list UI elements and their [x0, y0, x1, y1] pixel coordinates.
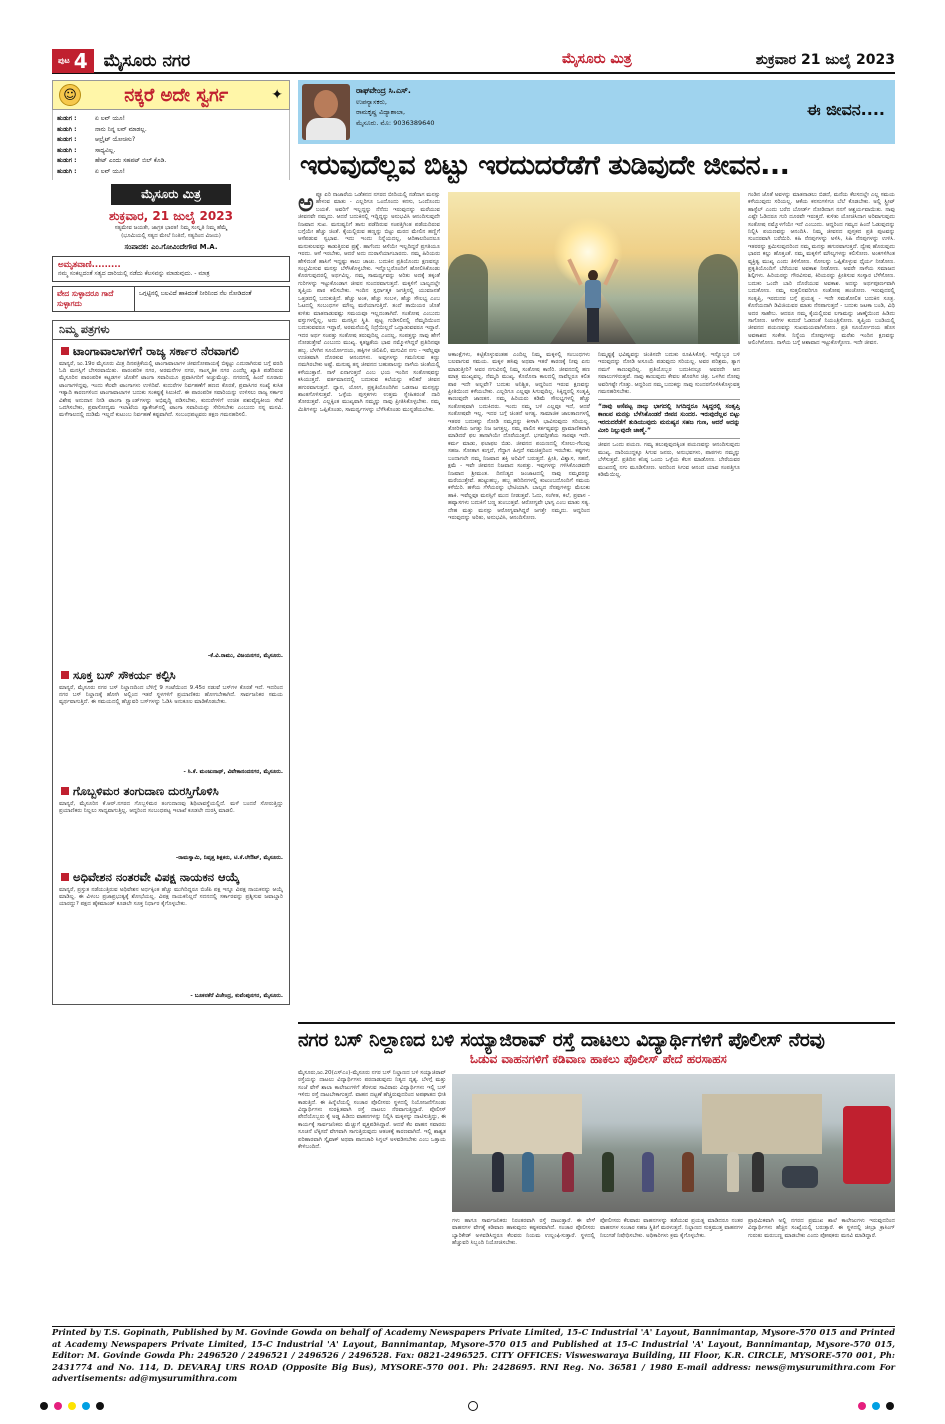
amrita-title: ಅಮೃತವಾಣಿ.........: [58, 259, 121, 270]
sunrise-photo: [448, 192, 740, 344]
dancing-figure-icon: ✦: [271, 87, 283, 103]
joke-line: ಹುಡುಗ : ಹೇಟ್ ಎಂದು ಸಹಪಟ್ ಬಿಲ್ ಕೊಡಿ.: [57, 157, 167, 165]
author-org: ರಾಮಕೃಷ್ಣ ವಿದ್ಯಾಶಾಲಾ,: [356, 108, 406, 116]
proverb-text: ಒಗ್ಗಟ್ಟಿನಲ್ಲಿ ಬಲವಿದೆ ಹಾಕಿದಂತೆ ನೀರಿನಿಂದ ನೆಲ ನೋಡಿದಂತೆ: [139, 289, 252, 297]
letter-signature: -ಕೆ.ವಿ.ರಾಮು, ವಿಜಯನಗರ, ಮೈಸೂರು.: [207, 652, 283, 659]
section-title: ಮೈಸೂರು ನಗರ: [103, 51, 191, 71]
author-info: [356, 86, 435, 128]
issue-date: ಶುಕ್ರವಾರ 21 ಜುಲೈ 2023: [755, 52, 895, 68]
letter-item: [53, 340, 289, 664]
nakkare-box: [52, 80, 290, 110]
page-number: 4: [73, 49, 88, 73]
feature-column-4: ಗಂಡಿನ ಜೊತೆ ಅವಳನ್ನು ಮಾತನಾಡಲು ಬಿಡದೆ, ಮನೆಯ ಕೆಲಸದಲ್ಲೇ ಎಲ್ಲ ಸಮಯ ಕಳೆಯುವುದು ಸರಿಯಲ್ಲ. ಆಕೆಯ ಕನಸುಗಳಿಗೂ ಬೆಲೆ ಕೊಡಬೇಕು. ಅಲ್ಲಿ ಸ್ಟ್ರೀಟ್ ಹಾಸ್ಟೆಲ್ ಎಂದು ಬರೆದ ಬೋರ್ಡ್ ನೋಡಿದಾಗ ನನಗೆ ಆಶ್ಚರ್ಯವಾಯಿತು. ನಾವು ಎಷ್ಟೇ ಓಡಿದರೂ ಗುರಿ ದೂರವೇ ಇರುತ್ತದೆ. ಕುಳಿತು ಯೋಚಿಸಿದಾಗ ಅರಿವಾಗುವುದು ಸಂತೋಷ ನಮ್ಮೊಳಗೆಯೇ ಇದೆ ಎಂಬುದು. ಆದ್ದರಿಂದ ಗಮ್ಯದ ಹಿಂದೆ ಓಡುವುದನ್ನು ನಿಲ್ಲಿಸಿ ಪಯಣವನ್ನು ಆನಂದಿಸಿ. ನಿಮ್ಮ ಜೀವನದ ಪುಸ್ತಕದ ಪ್ರತಿ ಪುಟವನ್ನು ಸುಂದರವಾಗಿ ಬರೆಯಿರಿ. ಕಹಿ ನೆನಪುಗಳನ್ನು ಅಳಿಸಿ, ಸಿಹಿ ನೆನಪುಗಳನ್ನು ಉಳಿಸಿ. ಇತರರನ್ನು ಕ್ಷಮಿಸುವುದರಿಂದ ನಮ್ಮ ಮನಸ್ಸು ಹಗುರವಾಗುತ್ತದೆ. ದ್ವೇಷ ಹೊರುವುದು ಭಾರದ ಕಲ್ಲು ಹೊತ್ತಂತೆ. ನಮ್ಮ ಮಕ್ಕಳಿಗೆ ಮೌಲ್ಯಗಳನ್ನು ಕಲಿಸೋಣ. ಅಂಕಗಳಿಗಿಂತ ವ್ಯಕ್ತಿತ್ವ ಮುಖ್ಯ ಎಂದು ತಿಳಿಸೋಣ. ಸೋಲನ್ನು ಒಪ್ಪಿಕೊಳ್ಳುವ ಧೈರ್ಯ ನೀಡೋಣ. ಪ್ರಕೃತಿಯೊಂದಿಗೆ ಬೆರೆಯುವ ಅವಕಾಶ ನೀಡೋಣ. ಅವರೇ ನಾಳೆಯ ಸಮಾಜದ ಶಿಲ್ಪಿಗಳು. ಹಿರಿಯರನ್ನು ಗೌರವಿಸುವ, ಕಿರಿಯರನ್ನು ಪ್ರೀತಿಸುವ ಸಂಸ್ಕಾರ ಬೆಳೆಸೋಣ. ಬದುಕು ಒಂದೇ ಬಾರಿ ದೊರೆಯುವ ಅವಕಾಶ. ಅದನ್ನು ಅರ್ಥಪೂರ್ಣವಾಗಿ ಬದುಕೋಣ. ನಮ್ಮ ಸುತ್ತಲಿನವರಿಗೂ ಸಂತೋಷ ಹಂಚೋಣ. ಇರುವುದರಲ್ಲಿ ಸಂತೃಪ್ತಿ, ಇರದುದರ ಬಗ್ಗೆ ಪ್ರಯತ್ನ - ಇದೇ ಸಮತೋಲಿತ ಬದುಕಿನ ಸೂತ್ರ. ಕೊನೆಯದಾಗಿ ಡಿವಿಜಿಯವರ ಮಾತು ನೆನಪಾಗುತ್ತದೆ - ಬದುಕು ಜಟಕಾ ಬಂಡಿ, ವಿಧಿ ಅದರ ಸಾಹೇಬ. ಆದರೂ ನಮ್ಮ ಕೈಯಲ್ಲಿರುವ ಲಗಾಮನ್ನು ಜಾಣ್ಮೆಯಿಂದ ಹಿಡಿದು ಸಾಗೋಣ. ಆಸೆಗಳ ಕುದುರೆ ಓಡದಂತೆ ನಿಯಂತ್ರಿಸೋಣ. ತೃಪ್ತಿಯ ಬಂಡಿಯಲ್ಲಿ ಜೀವನದ ಪಯಣವನ್ನು ಸುಖಮಯವಾಗಿಸೋಣ. ಪ್ರತಿ ಸೂರ್ಯೋದಯ ಹೊಸ ಅವಕಾಶದ ಸಂಕೇತ. ನಿನ್ನೆಯ ನೋವುಗಳನ್ನು ಮರೆತು ಇಂದಿನ ಕ್ಷಣವನ್ನು ಆಲಿಂಗಿಸೋಣ. ನಾಳೆಯ ಬಗ್ಗೆ ಆಶಾವಾದ ಇಟ್ಟುಕೊಳ್ಳೋಣ. ಇದೇ ಜೀವನ.: [748, 192, 895, 347]
feature-column-1: ಅಪ್ಯೂ ಏರಿ ನಾಜಾರೆಯ ಒಡೆತನದ ನಗರದ ಬೀದಿಯಲ್ಲಿ ನಡೆದಾಗ ಮನಸ್ಸು ಹೇಳುವ ಮಾತು - ಎಲ್ಲರಿಗೂ ಒಂದೊಂದು ಕನಸು, ಒಂದೊಂದು ಬಯಕೆ. ಅವರಿಗೆ ಇಲ್ಲದ್ದನ್ನು ನೆನೆದು ಇರುವುದನ್ನು ಮರೆಯುವ ಜೀವನವೇ ನಮ್ಮದು. ಆದರೆ ಬದುಕಿನಲ್ಲಿ ಇದ್ದಿದ್ದನ್ನು ಅನುಭವಿಸಿ ಆನಂದಿಸುವುದೇ ನಿಜವಾದ ಸುಖ. ಮನುಷ್ಯನಿಗೆ ತಾನು ಪಡೆದಿರುವ ಸಂಪತ್ತಿಗಿಂತ ಪಡೆಯದಿರುವ ಬಗ್ಗೆಯೇ ಹೆಚ್ಚು ಚಿಂತೆ. ಕೈಯಲ್ಲಿರುವ ಹಣ್ಣನ್ನು ಬಿಟ್ಟು ಮರದ ಮೇಲಿನ ಹಣ್ಣಿಗೆ ಆಸೆಪಡುವ ಸ್ವಭಾವ. ಇದು ಇಂದು ನಿನ್ನೆಯದಲ್ಲ, ಆದಿಕಾಲದಿಂದಲೂ ಮನುಕುಲವನ್ನು ಕಾಡುತ್ತಿರುವ ಪ್ರಶ್ನೆ. ಹಾಗೆಂದು ಆಸೆಯೇ ಇಲ್ಲದಿದ್ದರೆ ಪ್ರಗತಿಯೂ ಇರದು. ಆಸೆ ಇರಬೇಕು, ಆದರೆ ಅದು ದುರಾಸೆಯಾಗಬಾರದು. ನಮ್ಮ ಹಿರಿಯರು ಹೇಳಿದಂತೆ ಹಾಸಿಗೆ ಇದ್ದಷ್ಟು ಕಾಲು ಚಾಚು. ಬದುಕಿನ ಪ್ರತಿಯೊಂದು ಕ್ಷಣವನ್ನೂ ಸಂಭ್ರಮಿಸುವ ಮನಸ್ಸು ಬೆಳೆಸಿಕೊಳ್ಳಬೇಕು. ಇನ್ನೊಬ್ಬರೊಂದಿಗೆ ಹೋಲಿಸಿಕೊಂಡು ಕೊರಗುವುದರಲ್ಲಿ ಅರ್ಥವಿಲ್ಲ. ನಮ್ಮ ಸಾಮರ್ಥ್ಯವನ್ನು ಅರಿತು ಅದಕ್ಕೆ ತಕ್ಕಂತೆ ಗುರಿಗಳನ್ನು ಇಟ್ಟುಕೊಂಡಾಗ ಜೀವನ ಸುಂದರವಾಗುತ್ತದೆ. ಮಕ್ಕಳಿಗೆ ಬಾಲ್ಯದಲ್ಲೇ ತೃಪ್ತಿಯ ಪಾಠ ಕಲಿಸಬೇಕು. ಇಂದಿನ ಸ್ಪರ್ಧಾತ್ಮಕ ಜಗತ್ತಿನಲ್ಲಿ ಯುವಜನತೆ ಒತ್ತಡದಲ್ಲಿ ಬದುಕುತ್ತಿದೆ. ಹೆಚ್ಚು ಅಂಕ, ಹೆಚ್ಚು ಸಂಬಳ, ಹೆಚ್ಚು ಸೌಲಭ್ಯ ಎಂಬ ಓಟದಲ್ಲಿ ಸಂಬಂಧಗಳ ಮೌಲ್ಯ ಮರೆಯಾಗುತ್ತಿದೆ. ತಂದೆ ತಾಯಿಯರ ಜೊತೆ ಕುಳಿತು ಮಾತನಾಡುವಷ್ಟು ಸಮಯವೂ ಇಲ್ಲದಂತಾಗಿದೆ. ಸಂತೋಷ ಎಂಬುದು ವಸ್ತುಗಳಲ್ಲಿಲ್ಲ, ಅದು ಮನಸ್ಸಿನ ಸ್ಥಿತಿ. ಪುಟ್ಟ ಗುಡಿಸಲಿನಲ್ಲಿ ನೆಮ್ಮದಿಯಿಂದ ಬದುಕುವವರೂ ಇದ್ದಾರೆ, ಅರಮನೆಯಲ್ಲಿ ನಿದ್ರೆಯಿಲ್ಲದೆ ಒದ್ದಾಡುವವರೂ ಇದ್ದಾರೆ. ಇದರ ಅರ್ಥ ಸಂಪತ್ತು ಸಂತೋಷ ತರುವುದಿಲ್ಲ ಎಂದಲ್ಲ, ಸಂಪತ್ತನ್ನು ನಾವು ಹೇಗೆ ನೋಡುತ್ತೇವೆ ಎಂಬುದು ಮುಖ್ಯ. ಕೃತಜ್ಞತೆಯ ಭಾವ ನಮ್ಮೊಳಗಿದ್ದರೆ ಪ್ರತಿದಿನವೂ ಹಬ್ಬ. ಬೆಳಗಿನ ಸೂರ್ಯೋದಯ, ಹಕ್ಕಿಗಳ ಚಿಲಿಪಿಲಿ, ಮಗುವಿನ ನಗು - ಇವೆಲ್ಲವೂ ಉಚಿತವಾಗಿ ದೊರಕುವ ಆನಂದಗಳು. ಅವುಗಳನ್ನು ಗಮನಿಸುವ ಕಣ್ಣು ನಮಗಿರಬೇಕು ಅಷ್ಟೆ. ಮನುಷ್ಯ ತನ್ನ ಜೀವನದ ಬಹುಪಾಲನ್ನು ನಾಳೆಯ ಚಿಂತೆಯಲ್ಲಿ ಕಳೆಯುತ್ತಾನೆ. ನಾಳೆ ಏನಾಗುತ್ತದೆ ಎಂಬ ಭಯ ಇಂದಿನ ಸಂತೋಷವನ್ನು ಕಸಿಯುತ್ತದೆ. ವರ್ತಮಾನದಲ್ಲಿ ಬದುಕುವ ಕಲೆಯನ್ನು ಕಲಿತರೆ ಜೀವನ ಹಗುರವಾಗುತ್ತದೆ. ಧ್ಯಾನ, ಯೋಗ, ಪ್ರಕೃತಿಯೊಂದಿಗಿನ ಒಡನಾಟ ಮನಸ್ಸನ್ನು ಶಾಂತಗೊಳಿಸುತ್ತವೆ. ಒಳ್ಳೆಯ ಪುಸ್ತಕಗಳು ಉತ್ತಮ ಸ್ನೇಹಿತರಂತೆ ದಾರಿ ತೋರುತ್ತವೆ. ಎಲ್ಲಕ್ಕಿಂತ ಮುಖ್ಯವಾಗಿ ನಮ್ಮನ್ನು ನಾವು ಪ್ರೀತಿಸಿಕೊಳ್ಳಬೇಕು. ನಮ್ಮ ಮಿತಿಗಳನ್ನು ಒಪ್ಪಿಕೊಂಡು, ಸಾಮರ್ಥ್ಯಗಳನ್ನು ಬೆಳೆಸಿಕೊಂಡು ಮುನ್ನಡೆಯಬೇಕು.: [298, 192, 440, 413]
author-photo: [302, 84, 350, 140]
news-column-1: ಮೈಸೂರು,ಜು.20(ಎಸ್‌ಎಂ)-ಮೈಸೂರು ನಗರ ಬಸ್ ನಿಲ್ದಾಣದ ಬಳಿ ಸಯ್ಯಾಜಿರಾವ್ ರಸ್ತೆಯನ್ನು ದಾಟಲು ವಿದ್ಯಾರ್ಥಿಗಳು ಪರದಾಡುವುದು ನಿತ್ಯದ ದೃಶ್ಯ. ಬೆಳಗ್ಗೆ ಮತ್ತು ಸಂಜೆ ವೇಳೆ ಶಾಲಾ ಕಾಲೇಜುಗಳಿಗೆ ತೆರಳುವ ಸಾವಿರಾರು ವಿದ್ಯಾರ್ಥಿಗಳು ಇಲ್ಲಿ ಬಸ್ ಇಳಿದು ರಸ್ತೆ ದಾಟಬೇಕಾಗುತ್ತದೆ. ವಾಹನ ದಟ್ಟಣೆ ಹೆಚ್ಚಿರುವುದರಿಂದ ಅಪಘಾತದ ಭೀತಿ ಕಾಡುತ್ತಿದೆ. ಈ ಹಿನ್ನೆಲೆಯಲ್ಲಿ ಸಂಚಾರ ಪೊಲೀಸರು ಸ್ಥಳದಲ್ಲಿ ನಿಯೋಜನೆಗೊಂಡು ವಿದ್ಯಾರ್ಥಿಗಳು ಸುರಕ್ಷಿತವಾಗಿ ರಸ್ತೆ ದಾಟಲು ನೆರವಾಗುತ್ತಿದ್ದಾರೆ. ಪೊಲೀಸ್ ಪೇದೆಯೊಬ್ಬರು ಕೈ ಅಡ್ಡ ಹಿಡಿದು ವಾಹನಗಳನ್ನು ನಿಲ್ಲಿಸಿ ಮಕ್ಕಳನ್ನು ದಾಟಿಸುತ್ತಿದ್ದು, ಈ ಕಾರ್ಯಕ್ಕೆ ಸಾರ್ವಜನಿಕರು ಮೆಚ್ಚುಗೆ ವ್ಯಕ್ತಪಡಿಸಿದ್ದಾರೆ. ಆದರೆ ಕೆಲ ವಾಹನ ಸವಾರರು ಸೂಚನೆ ಲೆಕ್ಕಿಸದೆ ವೇಗವಾಗಿ ಸಾಗುತ್ತಿರುವುದು ಆತಂಕಕ್ಕೆ ಕಾರಣವಾಗಿದೆ. ಇಲ್ಲಿ ಶಾಶ್ವತ ಪರಿಹಾರವಾಗಿ ಸ್ಕೈವಾಕ್ ಅಥವಾ ಪಾದಚಾರಿ ಸಿಗ್ನಲ್ ಅಳವಡಿಸಬೇಕು ಎಂಬ ಒತ್ತಾಯ ಕೇಳಿಬಂದಿದೆ.: [298, 1070, 446, 1151]
joke-line: ಹುಡುಗ : ಆಲ್ರೈಟ್ ಯೋಚಿಸು?: [57, 136, 136, 144]
nakkare-title: ನಕ್ಕರೆ ಅದೇ ಸ್ವರ್ಗ: [124, 84, 229, 106]
news-column-4: ಪ್ರಾಥಮಿಕವಾಗಿ ಅಲ್ಲಿ ನಗರದ ಪ್ರಮುಖ ಶಾಲೆ ಕಾಲೇಜುಗಳು ಇರುವುದರಿಂದ ವಿದ್ಯಾರ್ಥಿಗಳು ಹೆಚ್ಚಿನ ಸಂಖ್ಯೆಯಲ್ಲಿ ಬರುತ್ತಾರೆ. ಈ ಸ್ಥಳದಲ್ಲಿ ಜೀಬ್ರಾ ಕ್ರಾಸಿಂಗ್ ಗುರುತು ಮರುಬಣ್ಣ ಮಾಡಬೇಕು ಎಂದು ಪೋಷಕರು ಮನವಿ ಮಾಡಿದ್ದಾರೆ.: [748, 1218, 895, 1239]
bullet-square-icon: [61, 873, 69, 881]
page-number-box: [52, 49, 94, 73]
letters-section: [52, 320, 290, 1005]
joke-line: ಹುಡುಗ : ಏ ಲವ್ ಯೂ!: [57, 115, 126, 122]
brand-logo: ಮೈಸೂರು ಮಿತ್ರ: [562, 51, 632, 67]
registration-dots: [40, 1402, 104, 1410]
feature-body: [298, 192, 895, 1037]
letter-body: ಮಾನ್ಯರೆ, ಪ್ರಸ್ತುತ ನಡೆಯುತ್ತಿರುವ ಅಧಿವೇಶನ ಅರ್ಧಕ್ಕಿಂತ ಹೆಚ್ಚು ಮುಗಿದಿದ್ದರೂ ಬಿಜೆಪಿ ಪಕ್ಷ ಇನ್ನೂ ವಿಪಕ್ಷ ನಾಯಕನನ್ನು ಆಯ್ಕೆ ಮಾಡಿಲ್ಲ. ಈ ವಿಳಂಬ ಪ್ರಜಾಪ್ರಭುತ್ವಕ್ಕೆ ಶೋಭೆಯಲ್ಲ. ವಿಪಕ್ಷ ನಾಯಕನಿಲ್ಲದೆ ಸದನದಲ್ಲಿ ಸರ್ಕಾರವನ್ನು ಪ್ರಶ್ನಿಸುವ ಜವಾಬ್ದಾರಿ ಯಾರದ್ದು? ಪಕ್ಷದ ಹೈಕಮಾಂಡ್ ಕೂಡಲೇ ಸೂಕ್ತ ನಿರ್ಧಾರ ಕೈಗೊಳ್ಳಬೇಕು.: [59, 886, 283, 908]
letter-signature: -ರಾಮಸ್ವಾಮಿ, ನಿವೃತ್ತ ಶಿಕ್ಷಕರು, ಟಿ.ಕೆ.ಲೇಔಟ್, ಮೈಸೂರು.: [175, 854, 283, 861]
letter-title: ಗೊಬ್ಬಳಿಮರ ತಂಗುದಾಣ ದುರಸ್ತಿಗೊಳಿಸಿ: [53, 780, 289, 801]
letter-signature: - ಬೂಕನಕೆರೆ ವಿಜೇಂದ್ರ, ಕುವೆಂಪುನಗರ, ಮೈಸೂರು.: [190, 992, 283, 999]
bullet-square-icon: [61, 671, 69, 679]
woman-raising-arms: [579, 270, 607, 342]
imprint-footer: Printed by T.S. Gopinath, Published by M. Govinde Gowda on behalf of Academy Newspapers Private Limited, 15-C Industrial 'A' Layout, Bannimantap, Mysore-570 015 and Printed at Academy Newspapers Private Limited, 15-C Industrial 'A' Layout, Bannimantap, Mysore-570 015 and Published at 15-C Industrial 'A' Layout, Bannimantap, Mysore-570 015, Editor: M. Govinde Gowda Ph: 2496520 / 2496521 / 2496526 / 2496528. Fax: 0821-2496525. CITY OFFICES: Visweswaraya Building, III Floor, K.R. CIRCLE, MYSORE-570 001, Ph: 2431774 and No. 114, D. DEVARAJ URS ROAD (Opposite Big Bus), MYSORE-570 001. Ph: 2428695. RNI Reg. No. 36581 / 1980 E-mail address: news@mysurumithra.com For advertisements: ad@mysurumithra.com: [52, 1327, 895, 1383]
letter-body: ಮಾನ್ಯರೆ, ಜು.19ರ ಮೈಸೂರು ಮಿತ್ರ ದಿನಪತ್ರಿಕೆಯಲ್ಲಿ ಟಾಂಗಾವಾಲಾಗಳ ಜೀವನೋಪಾಯಕ್ಕೆ ಬಿಕ್ಕಟ್ಟು ಎದುರಾಗಿರುವ ಬಗ್ಗೆ ವರದಿ ಓದಿ ಮನಸ್ಸಿಗೆ ಬೇಸರವಾಯಿತು. ಪಾರಂಪರಿಕ ನಗರ, ಅರಮನೆಗಳ ನಗರ, ಸಾಂಸ್ಕೃತಿಕ ನಗರ ಎಂದೆಲ್ಲ ಖ್ಯಾತಿ ಪಡೆದಿರುವ ಮೈಸೂರಿನ ಪಾರಂಪರಿಕ ಕಟ್ಟಡಗಳ ಜೊತೆಗೆ ಟಾಂಗಾ ಸವಾರಿಯೂ ಪ್ರವಾಸಿಗರಿಗೆ ಅಚ್ಚುಮೆಚ್ಚು. ನಗರದಲ್ಲಿ ಹಿಂದೆ ನೂರಾರು ಟಾಂಗಾಗಳಿದ್ದವು, ಇಂದು ಕೆಲವೇ ಟಾಂಗಾಗಳು ಉಳಿದಿವೆ. ಕುದುರೆಗಳ ನಿರ್ವಹಣೆಗೆ ಹಣದ ಕೊರತೆ, ಪ್ರವಾಸಿಗರ ಸಂಖ್ಯೆ ಕುಸಿತ ಇತ್ಯಾದಿ ಕಾರಣಗಳಿಂದ ಟಾಂಗಾವಾಲಾಗಳ ಬದುಕು ಸಂಕಷ್ಟಕ್ಕೆ ಸಿಲುಕಿದೆ. ಈ ಪಾರಂಪರಿಕ ಸವಾರಿಯನ್ನು ಉಳಿಸಲು ರಾಜ್ಯ ಸರ್ಕಾರ ವಿಶೇಷ ಅನುದಾನ ನೀಡಿ ಟಾಂಗಾ ಸ್ಟ್ಯಾಂಡ್‌ಗಳನ್ನು ಅಭಿವೃದ್ಧಿ ಪಡಿಸಬೇಕು, ಕುದುರೆಗಳಿಗೆ ಉಚಿತ ಪಶುವೈದ್ಯಕೀಯ ಸೇವೆ ಒದಗಿಸಬೇಕು, ಪ್ರವಾಸೋದ್ಯಮ ಇಲಾಖೆಯ ಪ್ಯಾಕೇಜ್‌ನಲ್ಲಿ ಟಾಂಗಾ ಸವಾರಿಯನ್ನು ಸೇರಿಸಬೇಕು ಎಂಬುದು ನನ್ನ ಮನವಿ. ಮಳೆಗಾಲದಲ್ಲಿ ದುಡಿಮೆ ಇಲ್ಲದೆ ಕುಟುಂಬ ನಿರ್ವಹಣೆ ಕಷ್ಟವಾಗಿದೆ. ಸಂಬಂಧಪಟ್ಟವರು ತಕ್ಷಣ ಗಮನಹರಿಸಲಿ.: [59, 360, 283, 419]
masthead: [52, 50, 895, 74]
page-label: ಪುಟ: [58, 56, 70, 65]
author-name: ರಾಘವೇಂದ್ರ ಸಿ.ಎಸ್.: [356, 86, 411, 95]
letter-body: ಮಾನ್ಯರೆ, ಮೈಸೂರಿನ ಕೆ.ಆರ್.ನಗರದ ಗೊಬ್ಬಳಿಮರ ತಂಗುದಾಣವು ಶಿಥಿಲಾವಸ್ಥೆಯಲ್ಲಿದೆ. ಮಳೆ ಬಂದರೆ ಸೋರುತ್ತಿದ್ದು ಪ್ರಯಾಣಿಕರು ನಿಲ್ಲಲು ಸಾಧ್ಯವಾಗುತ್ತಿಲ್ಲ. ಆದ್ದರಿಂದ ಸಂಬಂಧಪಟ್ಟ ಇಲಾಖೆ ಕೂಡಲೇ ದುರಸ್ತಿ ಮಾಡಲಿ.: [59, 800, 283, 814]
mini-date: ಶುಕ್ರವಾರ, 21 ಜುಲೈ 2023: [109, 208, 233, 223]
news-headline: ನಗರ ಬಸ್ ನಿಲ್ದಾಣದ ಬಳಿ ಸಯ್ಯಾಜಿರಾವ್ ರಸ್ತೆ ದಾಟಲು ವಿದ್ಯಾರ್ಥಿಗಳಿಗೆ ಪೊಲೀಸ್ ನೆರವು: [298, 1022, 895, 1053]
amrita-text: ನಮ್ಮ ಸಂಕಲ್ಪದಂತೆ ಸತ್ಯದ ದಾರಿಯಲ್ಲಿ ನಡೆದು ಕೆಲಸವನ್ನು ಮಾಡುವುದು. - ಮಾತ್ರ: [58, 269, 210, 277]
feature-column-2: ಆಕಾಂಕ್ಷೆಗಳು, ಕಟ್ಟಿಕೊಳ್ಳುವಂತಹ ಎಂದಿಲ್ಲ ನಿಮ್ಮ ಮಕ್ಕಳಲ್ಲಿ ಸಂಬಂಧಗಳು ಬಲವಾಗುವ ಸಮಯ. ಮಕ್ಕಳ ಹಸಿವು ಅಥವಾ ಇತರೆ ಕಾರಣಕ್ಕೆ ನೀವು ಏನು ಮಾಡುತ್ತೀರಿ? ಅವರ ನಗುವಿನಲ್ಲಿ ನಿಮ್ಮ ಸಂತೋಷ ಕಾಣಿರಿ. ಜೀವನದಲ್ಲಿ ಹಣ ಮಾತ್ರ ಮುಖ್ಯವಲ್ಲ, ನೆಮ್ಮದಿ ಮುಖ್ಯ. ಕೊರೊನಾ ಕಾಲದಲ್ಲಿ ನಾವೆಲ್ಲರೂ ಕಲಿತ ಪಾಠ ಇದೇ ಅಲ್ಲವೇ? ಬದುಕು ಅನಿಶ್ಚಿತ, ಆದ್ದರಿಂದ ಇರುವ ಕ್ಷಣವನ್ನು ಪ್ರೀತಿಯಿಂದ ಕಳೆಯಬೇಕು. ಎಲ್ಲರಿಗೂ ಎಲ್ಲವೂ ಸಿಗುವುದಿಲ್ಲ. ಸಿಕ್ಕಿದ್ದರಲ್ಲಿ ಸಂತೃಪ್ತಿ ಕಾಣುವುದೇ ಜಾಣತನ. ನಮ್ಮ ಹಿರಿಯರು ಕಡಿಮೆ ಸೌಲಭ್ಯಗಳಲ್ಲಿ ಹೆಚ್ಚು ಸಂತೋಷವಾಗಿ ಬದುಕಿದರು. ಇಂದು ನಮ್ಮ ಬಳಿ ಎಲ್ಲವೂ ಇದೆ, ಆದರೆ ಸಂತೋಷವೇ ಇಲ್ಲ. ಇದರ ಬಗ್ಗೆ ಚಿಂತನೆ ಅಗತ್ಯ. ಸಾಮಾಜಿಕ ಜಾಲತಾಣಗಳಲ್ಲಿ ಇತರರ ಬದುಕನ್ನು ನೋಡಿ ನಮ್ಮದನ್ನು ಕೀಳಾಗಿ ಭಾವಿಸುವುದು ಸರಿಯಲ್ಲ. ತೋರಿಕೆಯ ಜಗತ್ತು ನಿಜ ಜಗತ್ತಲ್ಲ. ನಮ್ಮ ಪಾಲಿನ ಕರ್ತವ್ಯವನ್ನು ಪ್ರಾಮಾಣಿಕವಾಗಿ ಮಾಡಿದರೆ ಫಲ ತಾನಾಗಿಯೇ ದೊರೆಯುತ್ತದೆ. ಭಗವದ್ಗೀತೆಯ ಸಾರವೂ ಇದೇ. ಕರ್ಮ ಮಾಡು, ಫಲಾಫಲ ಬಿಡು. ಜೀವನದ ಪಯಣದಲ್ಲಿ ಸೋಲು-ಗೆಲುವು ಸಹಜ. ಸೋತಾಗ ಕುಗ್ಗದೆ, ಗೆದ್ದಾಗ ಹಿಗ್ಗದೆ ಸಮಚಿತ್ತದಿಂದ ಇರಬೇಕು. ಕಷ್ಟಗಳು ಬಂದಾಗಲೇ ನಮ್ಮ ನಿಜವಾದ ಶಕ್ತಿ ಅರಿವಿಗೆ ಬರುತ್ತದೆ. ಪ್ರೀತಿ, ವಿಶ್ವಾಸ, ಸಹನೆ, ಕ್ಷಮೆ - ಇವೇ ಜೀವನದ ನಿಜವಾದ ಸಂಪತ್ತು. ಇವುಗಳನ್ನು ಗಳಿಸಿಕೊಂಡವನೇ ನಿಜವಾದ ಶ್ರೀಮಂತ. ದಿನನಿತ್ಯದ ಜಂಜಾಟದಲ್ಲಿ ನಾವು ನಮ್ಮವರನ್ನು ಮರೆಯುತ್ತೇವೆ. ಹುಟ್ಟುಹಬ್ಬ, ಹಬ್ಬ ಹರಿದಿನಗಳಲ್ಲಿ ಕುಟುಂಬದೊಂದಿಗೆ ಸಮಯ ಕಳೆಯಿರಿ. ಹಳೆಯ ಗೆಳೆಯರನ್ನು ಭೇಟಿಯಾಗಿ. ಬಾಲ್ಯದ ನೆನಪುಗಳನ್ನು ಮೆಲುಕು ಹಾಕಿ. ಇವೆಲ್ಲವೂ ಮನಸ್ಸಿಗೆ ಮುದ ನೀಡುತ್ತವೆ. ಓದು, ಸಂಗೀತ, ಕಲೆ, ಪ್ರವಾಸ - ಹವ್ಯಾಸಗಳು ಬದುಕಿಗೆ ಬಣ್ಣ ತುಂಬುತ್ತವೆ. ಆರೋಗ್ಯವೇ ಭಾಗ್ಯ ಎಂಬ ಮಾತು ಸತ್ಯ. ದೇಹ ಮತ್ತು ಮನಸ್ಸು ಆರೋಗ್ಯವಾಗಿದ್ದರೆ ಜಗತ್ತೇ ನಮ್ಮದು. ಆದ್ದರಿಂದ ಇರುವುದನ್ನು ಅರಿತು, ಅನುಭವಿಸಿ, ಆನಂದಿಸೋಣ.: [448, 352, 590, 521]
pull-quote: “ನಾವು ಆಸೆಪಟ್ಟ ನಾಲ್ಕು ಭಾಗದಲ್ಲಿ ಸಿಗದಿದ್ದರೂ ಸಿಕ್ಕಿದ್ದರಲ್ಲಿ ಸಂತೃಪ್ತಿ ಕಾಣುವ ಮನಸ್ಸು ಬೆಳೆಸಿಕೊಂಡರೆ ಜೀವನ ಸುಂದರ. ಇರುವುದೆಲ್ಲವ ಬಿಟ್ಟು ಇರದುದರೆಡೆಗೆ ತುಡಿಯುವುದು ಮನುಷ್ಯನ ಸಹಜ ಗುಣ, ಆದರೆ ಅದನ್ನು ಮೀರಿ ನಿಲ್ಲುವುದೇ ಜಾಣ್ಮೆ.”: [598, 399, 740, 439]
letter-item: [53, 664, 289, 780]
joke-line: ಹುಡುಗಿ : ಸಾಧ್ಯವಿಲ್ಲ.: [57, 146, 116, 154]
motto-line: ಸತ್ಯಮೇವ ಜಯತೇ, ಜಾಗ್ರತ ಭಾರತ! ನಿಮ್ಮ ಸಂಸ್ಕೃತಿ ನಿಮ್ಮ ಹೆಮ್ಮೆ: [114, 224, 228, 231]
feature-headline: ಇರುವುದೆಲ್ಲವ ಬಿಟ್ಟು ಇರದುದರೆಡೆಗೆ ತುಡಿವುದೇ ಜೀವನ...: [300, 150, 790, 181]
series-title: ಈ ಜೀವನ....: [806, 100, 885, 119]
letter-item: [53, 866, 289, 1004]
amrita-box: [52, 256, 290, 282]
bullet-square-icon: [61, 787, 69, 795]
author-contact: ಮೈಸೂರು. ಮೊ: 9036389640: [356, 118, 435, 127]
drop-cap: ಅ: [298, 192, 314, 217]
editor-credit: ಸಂಪಾದಕ: ಎಂ.ಗೋವಿಂದೇಗೌಡ M.A.: [124, 242, 218, 251]
mini-brand-logo: ಮೈಸೂರು ಮಿತ್ರ: [111, 184, 231, 205]
joke-line: ಹುಡುಗಿ : ನಾನು ನಿನ್ನ ಲವ್ ಮಾಡಲ್ಲ.: [57, 125, 147, 133]
news-column-2: ಗಳು ಹಾಗೂ ಸಾರ್ವಜನಿಕರು ನಿರಂತರವಾಗಿ ರಸ್ತೆ ದಾಟುತ್ತಾರೆ. ಈ ವೇಳೆ ವಾಹನಗಳ ವೇಗಕ್ಕೆ ಕಡಿವಾಣ ಹಾಕುವುದು ಕಷ್ಟಕರವಾಗಿದೆ. ಸಂಚಾರ ಪೊಲೀಸರು ಬ್ಯಾರಿಕೇಡ್ ಅಳವಡಿಸಿದ್ದರೂ ಕೆಲವರು ನಿಯಮ ಉಲ್ಲಂಘಿಸುತ್ತಾರೆ. ಸ್ಥಳದಲ್ಲಿ ಹೆಚ್ಚುವರಿ ಸಿಬ್ಬಂದಿ ನಿಯೋಜಿಸಬೇಕು.: [452, 1218, 595, 1247]
letter-item: [53, 780, 289, 866]
news-subheadline: ಓಡುವ ವಾಹನಗಳಿಗೆ ಕಡಿವಾಣ ಹಾಕಲು ಪೊಲೀಸ್ ಪೇದೆ ಹರಸಾಹಸ: [470, 1052, 727, 1066]
laughing-emoji-icon: ☺: [59, 84, 81, 106]
bullet-square-icon: [61, 347, 69, 355]
joke-list: [52, 110, 290, 180]
registration-mark-icon: [468, 1401, 478, 1411]
letter-signature: - ಸಿ.ಕೆ. ಮಂಜುನಾಥ್, ವಿವೇಕಾನಂದನಗರ, ಮೈಸೂರು.: [183, 768, 283, 775]
author-role: ಉಪನ್ಯಾಸಕರು,: [356, 97, 387, 106]
author-band: [298, 80, 895, 144]
letter-title: ಅಧಿವೇಶನ ನಂತರವೇ ವಿಪಕ್ಷ ನಾಯಕನ ಆಯ್ಕೆ: [53, 866, 289, 887]
letter-title: ಸೂಕ್ತ ಬಸ್ ಸೌಕರ್ಯ ಕಲ್ಪಿಸಿ: [53, 664, 289, 685]
street-crossing-photo: [452, 1074, 895, 1212]
left-column: [52, 80, 290, 1005]
news-column-3: ಪೋಲೀಸರು ಕೆಲವಾರು ವಾಹನಗಳನ್ನು ತಡೆಯುವ ಪ್ರಯತ್ನ ಮಾಡಿದರೂ ನಂತರ ವಾಹನಗಳ ಸಂಚಾರ ಸಹಜ ಸ್ಥಿತಿಗೆ ಮರಳುತ್ತದೆ. ನಿಲ್ದಾಣದ ಸುತ್ತಮುತ್ತ ವಾಹನಗಳ ನಿಲುಗಡೆ ನಿಷೇಧಿಸಬೇಕು. ಅಧಿಕಾರಿಗಳು ಕ್ರಮ ಕೈಗೊಳ್ಳಬೇಕು.: [600, 1218, 743, 1239]
letters-heading: ನಿಮ್ಮ ಪತ್ರಗಳು: [53, 321, 289, 340]
red-bus: [843, 1106, 891, 1184]
letter-body: ಮಾನ್ಯರೆ, ಮೈಸೂರು ನಗರ ಬಸ್ ನಿಲ್ದಾಣದಿಂದ ಬೆಳಿಗ್ಗೆ 9 ಗಂಟೆಯಿಂದ 9.45ರ ನಡುವೆ ಬಸ್‌ಗಳ ಕೊರತೆ ಇದೆ. ಇದರಿಂದ ನಗರ ಬಸ್ ನಿಲ್ದಾಣಕ್ಕೆ ಹೋಗಿ ಅಲ್ಲಿಂದ ಇತರೆ ಸ್ಥಳಗಳಿಗೆ ಪ್ರಯಾಣಿಕರು ಹೋಗಬೇಕಾಗಿದೆ. ಸಾರ್ವಜನಿಕರ ಸಮಯ ವ್ಯರ್ಥವಾಗುತ್ತಿದೆ. ಈ ಸಮಯದಲ್ಲಿ ಹೆಚ್ಚುವರಿ ಬಸ್‌ಗಳನ್ನು ಓಡಿಸಿ ಅನುಕೂಲ ಮಾಡಿಕೊಡಬೇಕು.: [59, 684, 283, 706]
proverb-box: [52, 286, 290, 312]
joke-line: ಹುಡುಗಿ : ಏ ಲವ್ ಯೂ!: [57, 167, 126, 175]
feature-column-3: ನಿಮ್ಮಷ್ಟಕ್ಕೆ ಭವಿಷ್ಯವನ್ನು ಚಿಂತಿಸದೇ ಬದುಕು ರೂಪಿಸಿಕೊಳ್ಳಿ. ಇನ್ನೊಬ್ಬರ ಬಳಿ ಇರುವುದನ್ನು ನೋಡಿ ಅಸೂಯೆ ಪಡುವುದು ಸರಿಯಲ್ಲ. ಅವರ ಪರಿಶ್ರಮ, ತ್ಯಾಗ ನಮಗೆ ಕಾಣುವುದಿಲ್ಲ. ಪ್ರತಿಯೊಬ್ಬರ ಬದುಕಿನಲ್ಲೂ ಅವರದೇ ಆದ ಸವಾಲುಗಳಿರುತ್ತವೆ. ನಾವು ಕಾಣುವುದು ಕೇವಲ ಹೊರಗಿನ ಚಿತ್ರ. ಒಳಗಿನ ನೋವು ಅವರಿಗಷ್ಟೇ ಗೊತ್ತು. ಆದ್ದರಿಂದ ನಮ್ಮ ಬದುಕನ್ನು ನಾವು ಸುಂದರಗೊಳಿಸಿಕೊಳ್ಳುವತ್ತ ಗಮನಹರಿಸಬೇಕು. “ನಾವು ಆಸೆಪಟ್ಟ ನಾಲ್ಕು ಭಾಗದಲ್ಲಿ ಸಿಗದಿದ್ದರೂ ಸಿಕ್ಕಿದ್ದರಲ್ಲಿ ಸಂತೃಪ್ತಿ ಕಾಣುವ ಮನಸ್ಸು ಬೆಳೆಸಿಕೊಂಡರೆ ಜೀವನ ಸುಂದರ. ಇರುವುದೆಲ್ಲವ ಬಿಟ್ಟು ಇರದುದರೆಡೆಗೆ ತುಡಿಯುವುದು ಮನುಷ್ಯನ ಸಹಜ ಗುಣ, ಆದರೆ ಅದನ್ನು ಮೀರಿ ನಿಲ್ಲುವುದೇ ಜಾಣ್ಮೆ.” ಜೀವನ ಒಂದು ಪಯಣ. ಗಮ್ಯ ತಲುಪುವುದಕ್ಕಿಂತ ಪಯಣವನ್ನು ಆನಂದಿಸುವುದು ಮುಖ್ಯ. ದಾರಿಯುದ್ದಕ್ಕೂ ಸಿಗುವ ಜನರು, ಅನುಭವಗಳು, ಪಾಠಗಳು ನಮ್ಮನ್ನು ಬೆಳೆಸುತ್ತವೆ. ಪ್ರತಿದಿನ ಕನಿಷ್ಠ ಒಂದು ಒಳ್ಳೆಯ ಕೆಲಸ ಮಾಡೋಣ. ಬೇರೆಯವರ ಮುಖದಲ್ಲಿ ನಗು ಮೂಡಿಸೋಣ. ಅದರಿಂದ ಸಿಗುವ ಆನಂದ ಯಾವ ಸಂಪತ್ತಿಗೂ ಕಡಿಮೆಯಿಲ್ಲ.: [598, 352, 740, 479]
proverb-title: ವೇದ ಸುಳ್ಳಾದರೂ ಗಾದೆ ಸುಳ್ಳಾಗದು: [53, 287, 135, 311]
registration-dots-right: [858, 1402, 894, 1410]
motto-line-2: (ಭೂಮಿಯಲ್ಲಿ ಸತ್ಯದ ಮೇಲೆ ನಿಂತಿದೆ, ಸತ್ಯದಿಂದ ವಿಜಯ): [121, 232, 221, 239]
letter-title: ಟಾಂಗಾವಾಲಾಗಳಿಗೆ ರಾಜ್ಯ ಸರ್ಕಾರ ನೆರವಾಗಲಿ: [53, 340, 289, 361]
